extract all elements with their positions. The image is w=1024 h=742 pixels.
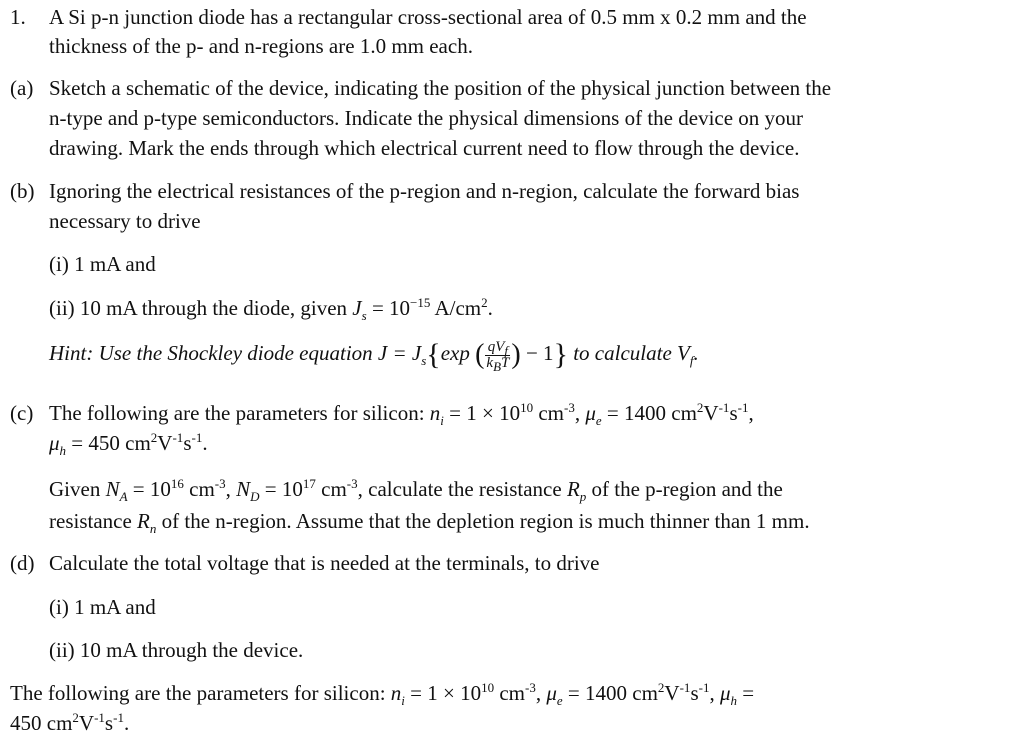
part-b-line-2: necessary to drive [49,209,201,233]
shockley-hint: Hint: Use the Shockley diode equation $J = J_s\{\exp$ ( $\frac{qV_f}{k_BT}$ ) − 1} to calculate $V_f$. [49,338,699,374]
part-c-line-1: The following are the parameters for silicon: $n_i = 1 \times 10^{10}$ $cm^{-3}$, $\mu_e = 1400$ $cm^2V^{-1}s^{-1}$, [49,400,754,429]
part-c-line-4: resistance $R_n$ of the n-region. Assume that the depletion region is much thinner than 1 mm. [49,509,810,537]
final-params-line-1: The following are the parameters for silicon: $n_i = 1 \times 10^{10}$ $cm^{-3}$, $\mu_e = 1400$ $cm^2V^{-1}s^{-1}$, $\mu_h$ = [10,680,755,709]
part-b-line-1: Ignoring the electrical resistances of the p-region and n-region, calculate the forward bias [49,179,800,203]
question-number: 1. [10,5,26,29]
part-b-ii: (ii) 10 mA through the diode, given $J_s = 10^{-15}$ $A/cm^2$. [49,295,493,324]
part-a-label: (a) [10,76,34,100]
part-b-label: (b) [10,179,35,203]
part-c-line-3: Given $N_A = 10^{16}$ $cm^{-3}$, $N_D = 10^{17}$ $cm^{-3}$, calculate the resistance $R_p$ of the p-region and the [49,476,783,505]
part-d-i: (i) 1 mA and [49,595,156,619]
part-d-ii: (ii) 10 mA through the device. [49,638,304,662]
part-a-line-1: Sketch a schematic of the device, indicating the position of the physical junction between the [49,76,832,100]
final-params-line-2: 450 $cm^2V^{-1}s^{-1}$. [10,710,130,735]
question-line-2: thickness of the p- and n-regions are 1.0 mm each. [49,34,473,58]
part-b-i: (i) 1 mA and [49,252,156,276]
question-line-1: A Si p-n junction diode has a rectangular cross-sectional area of 0.5 mm x 0.2 mm and the [49,5,807,29]
part-d-label: (d) [10,551,35,575]
part-c-line-2: $\mu_h = 450$ $cm^2V^{-1}s^{-1}$. [49,430,208,459]
part-c-label: (c) [10,401,34,425]
part-a-line-3: drawing. Mark the ends through which electrical current need to flow through the device. [49,136,800,160]
part-a-line-2: n-type and p-type semiconductors. Indicate the physical dimensions of the device on your [49,106,804,130]
part-d-line-1: Calculate the total voltage that is needed at the terminals, to drive [49,551,600,575]
